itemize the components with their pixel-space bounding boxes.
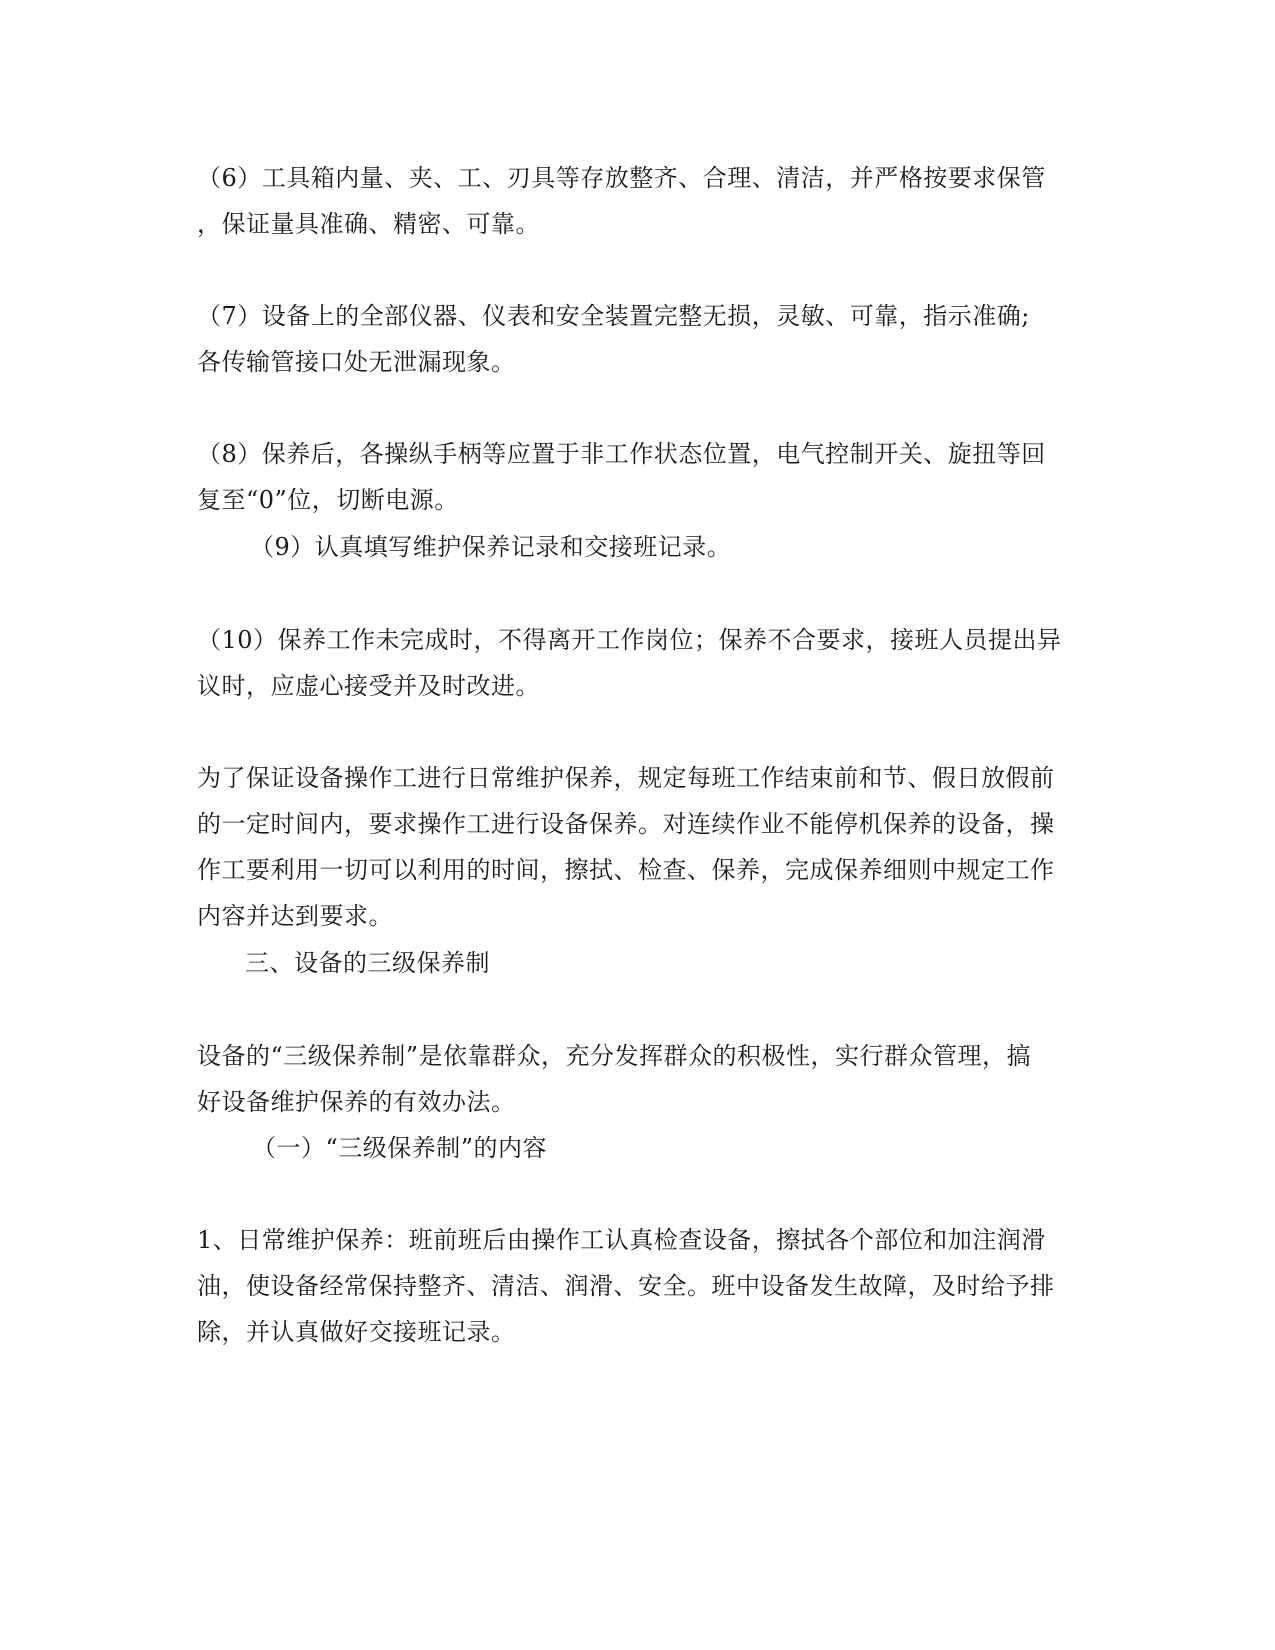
paragraph-6-line-1: （6）工具箱内量、夹、工、刃具等存放整齐、合理、清洁，并严格按要求保管: [197, 164, 1046, 192]
paragraph-daily-line-1: 1、日常维护保养：班前班后由操作工认真检查设备，擦拭各个部位和加注润滑: [197, 1226, 1046, 1254]
paragraph-9: （9）认真填写维护保养记录和交接班记录。: [250, 533, 732, 561]
paragraph-7-line-2: 各传输管接口处无泄漏现象。: [197, 348, 516, 376]
paragraph-6-line-2: ，保证量具准确、精密、可靠。: [197, 210, 540, 238]
section-heading-three-level: 三、设备的三级保养制: [245, 949, 490, 977]
paragraph-maintenance-line-3: 作工要利用一切可以利用的时间，擦拭、检查、保养，完成保养细则中规定工作: [197, 856, 1055, 884]
paragraph-8-line-1: （8）保养后，各操纵手柄等应置于非工作状态位置，电气控制开关、旋扭等回: [197, 440, 1046, 468]
paragraph-maintenance-line-4: 内容并达到要求。: [197, 902, 393, 930]
subsection-heading-content: （一）“三级保养制”的内容: [252, 1134, 548, 1162]
paragraph-three-level-line-2: 好设备维护保养的有效办法。: [197, 1088, 516, 1116]
paragraph-three-level-line-1: 设备的“三级保养制”是依靠群众，充分发挥群众的积极性，实行群众管理，搞: [197, 1042, 1032, 1070]
paragraph-daily-line-3: 除，并认真做好交接班记录。: [197, 1318, 516, 1346]
paragraph-8-line-2: 复至“0”位，切断电源。: [197, 486, 459, 514]
paragraph-10-line-1: （10）保养工作未完成时，不得离开工作岗位；保养不合要求，接班人员提出异: [197, 626, 1062, 654]
paragraph-10-line-2: 议时，应虚心接受并及时改进。: [197, 672, 540, 700]
paragraph-7-line-1: （7）设备上的全部仪器、仪表和安全装置完整无损，灵敏、可靠，指示准确;: [197, 302, 1030, 330]
paragraph-maintenance-line-2: 的一定时间内，要求操作工进行设备保养。对连续作业不能停机保养的设备，操: [197, 810, 1055, 838]
paragraph-daily-line-2: 油，使设备经常保持整齐、清洁、润滑、安全。班中设备发生故障，及时给予排: [197, 1272, 1055, 1300]
paragraph-maintenance-line-1: 为了保证设备操作工进行日常维护保养，规定每班工作结束前和节、假日放假前: [197, 764, 1055, 792]
